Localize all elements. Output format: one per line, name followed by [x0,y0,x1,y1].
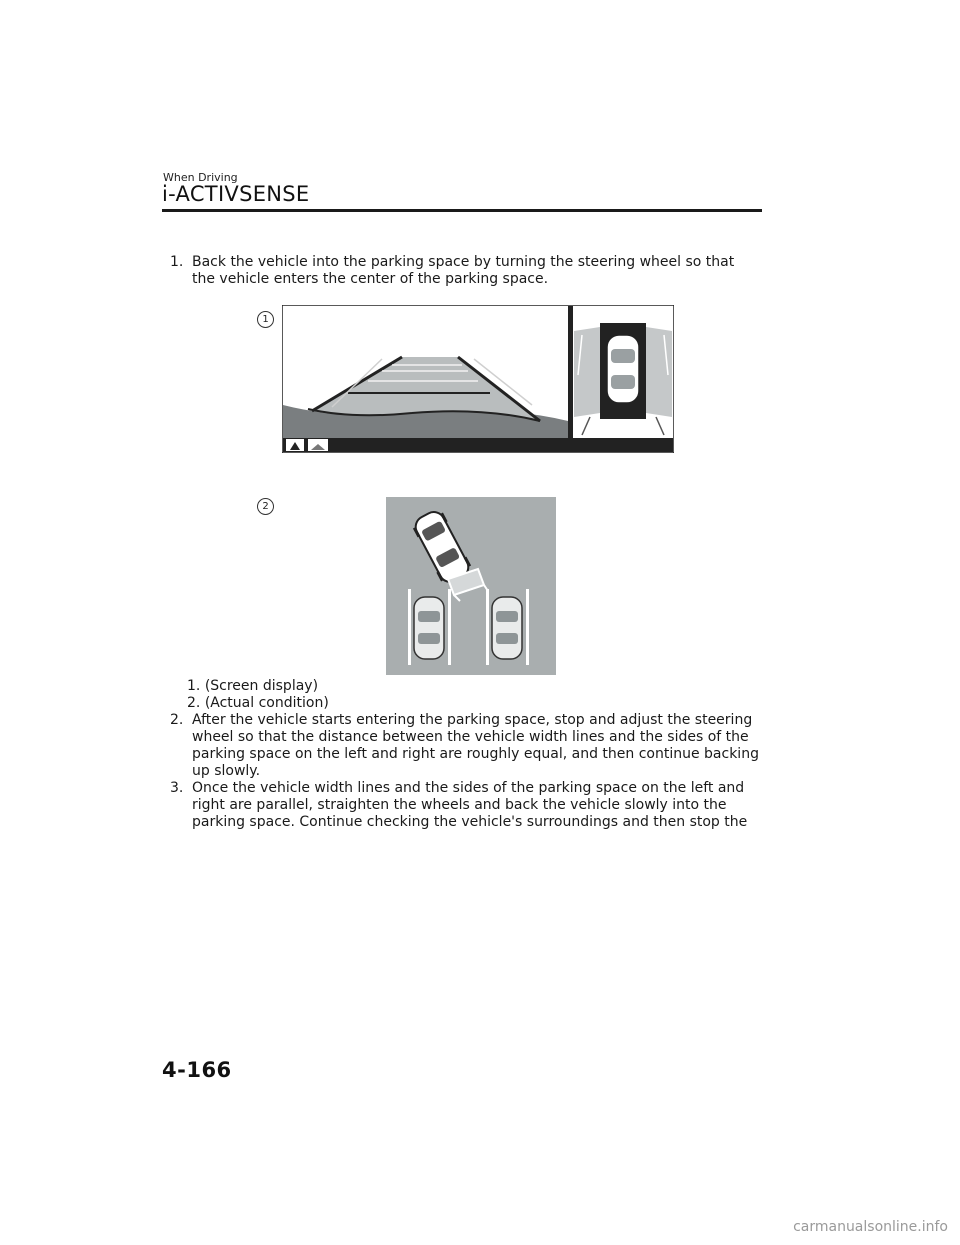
callout-2: 2 [257,498,274,515]
step-2 [170,712,760,780]
chapter-title: i-ACTIVSENSE [162,182,310,206]
step-number: 1. [170,254,184,270]
caption-1 [187,678,318,695]
step-number: 2. [170,712,184,728]
step-text: Back the vehicle into the parking space by turning the steering wheel so that the vehicle enters the center of the parking space. [192,254,735,287]
caption-text: (Actual condition) [204,695,329,711]
step-number: 3. [170,780,184,796]
page-number: 4-166 [162,1058,232,1082]
section-title: When Driving [163,171,238,184]
header-divider [162,209,762,212]
step-text: After the vehicle starts entering the parking space, stop and adjust the steering wheel so that the distance between the vehicle width lines and the sides of the parking space on the left and right are roughly equal, and then continue backing up slowly. [192,712,759,779]
watermark: carmanualsonline.info [793,1219,948,1235]
caption-number: 1. [187,678,201,694]
actual-condition-figure [386,497,556,675]
caption-text: (Screen display) [204,678,319,694]
step-3 [170,780,760,831]
step-text: Once the vehicle width lines and the sides of the parking space on the left and right are parallel, straighten the wheels and back the vehicle slowly into the parking space. Continue checking the vehicle's surroundings and then stop the [192,780,748,830]
caption-number: 2. [187,695,201,711]
screen-display-figure [282,305,674,453]
step-1 [170,254,760,288]
caption-2 [187,695,329,712]
callout-1: 1 [257,311,274,328]
